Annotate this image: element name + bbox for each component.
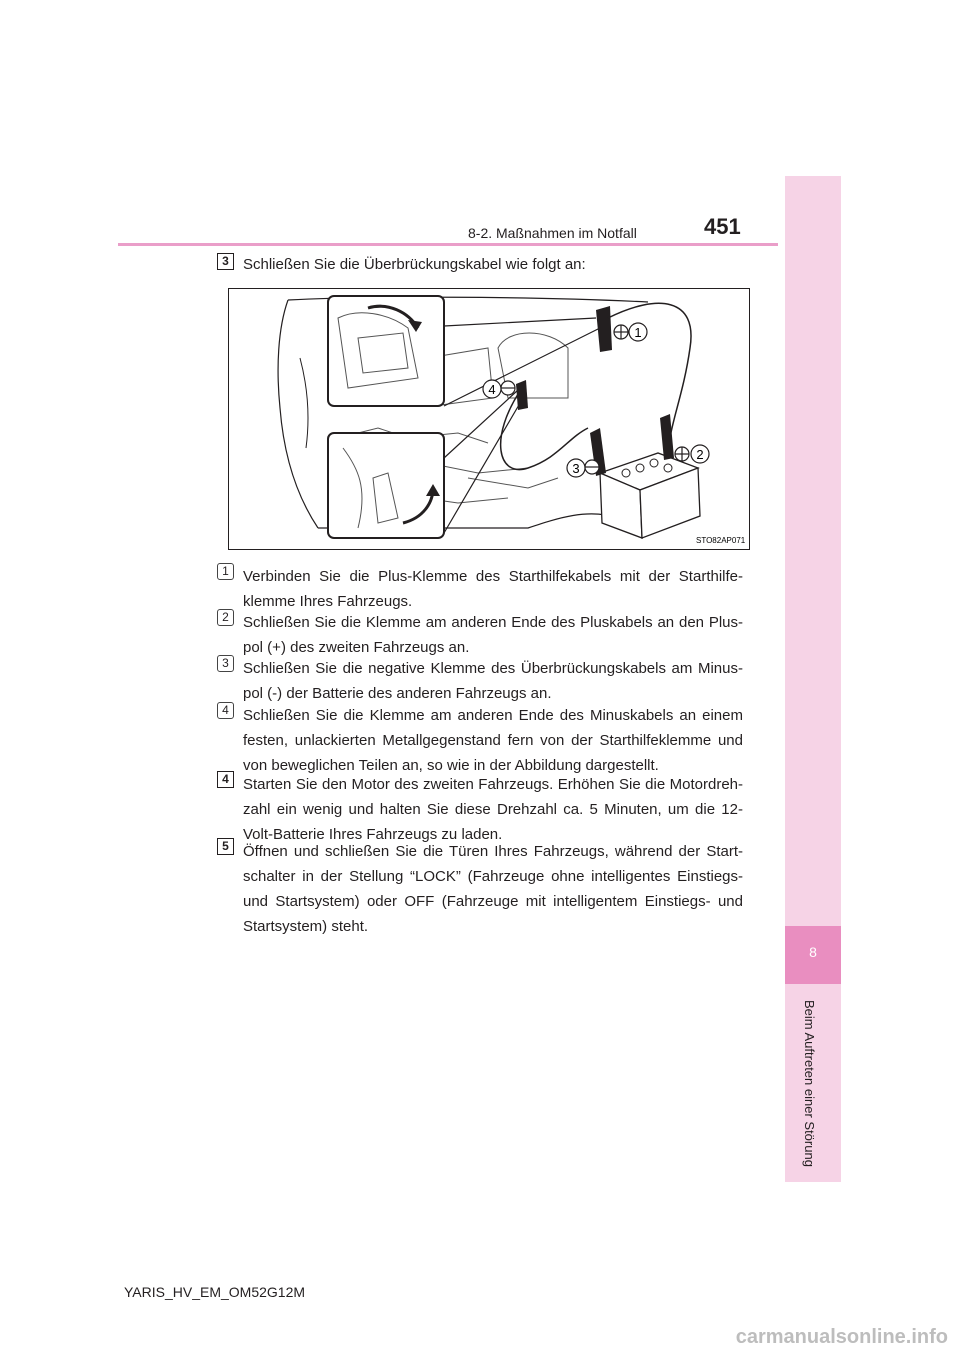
callout-1-label: 1 [634, 325, 642, 340]
step-number-5: 5 [217, 838, 234, 855]
substep-1-text: Verbinden Sie die Plus-Klemme des Starthilfekabels mit der Starthilfe-klemme Ihres Fahrzeugs. [243, 568, 743, 610]
chapter-number: 8 [809, 944, 817, 960]
jump-start-illustration [228, 288, 750, 550]
header-section-title: 8-2. Maßnahmen im Notfall [468, 225, 637, 241]
substep-2-text: Schließen Sie die Klemme am anderen Ende des Pluskabels an den Plus-pol (+) des zweiten Fahrzeugs an. [243, 614, 743, 656]
figure-code: STO82AP071 [696, 536, 746, 545]
header-rule [118, 243, 778, 246]
step-number-4: 4 [217, 771, 234, 788]
callout-4-label: 4 [488, 382, 496, 397]
callout-3-label: 3 [572, 461, 580, 476]
substep-number-3: 3 [217, 655, 234, 672]
step-3-text: Schließen Sie die Überbrückungskabel wie folgt an: [243, 256, 586, 273]
substep-number-2: 2 [217, 609, 234, 626]
substep-3-text: Schließen Sie die negative Klemme des Überbrückungskabels am Minus-pol (-) der Batterie des anderen Fahrzeugs an. [243, 660, 743, 702]
step-5-text: Öffnen und schließen Sie die Türen Ihres Fahrzeugs, während der Start-schalter in der Stellung “LOCK” (Fahrzeuge ohne intelligentes Einstiegs- und Startsystem) oder OFF (Fahrzeuge mit intelligentem Einstiegs- und Startsystem) steht. [243, 843, 743, 935]
page-number: 451 [704, 214, 741, 239]
step-number-3: 3 [217, 253, 234, 270]
callout-2-label: 2 [696, 447, 704, 462]
watermark: carmanualsonline.info [735, 1326, 948, 1348]
chapter-title: Beim Auftreten einer Störung [802, 1000, 817, 1167]
document-code: YARIS_HV_EM_OM52G12M [124, 1284, 306, 1300]
substep-number-1: 1 [217, 563, 234, 580]
substep-4-text: Schließen Sie die Klemme am anderen Ende des Minuskabels an einem festen, unlackierten Metallgegenstand fern von der Starthilfeklemme und von beweglichen Teilen an, so wie in der Abbildung dargestellt. [243, 707, 743, 774]
substep-number-4: 4 [217, 702, 234, 719]
step-4-text: Starten Sie den Motor des zweiten Fahrzeugs. Erhöhen Sie die Motordreh-zahl ein wenig und halten Sie diese Drehzahl ca. 5 Minuten, um die 12-Volt-Batterie Ihres Fahrzeugs zu laden. [243, 776, 743, 843]
